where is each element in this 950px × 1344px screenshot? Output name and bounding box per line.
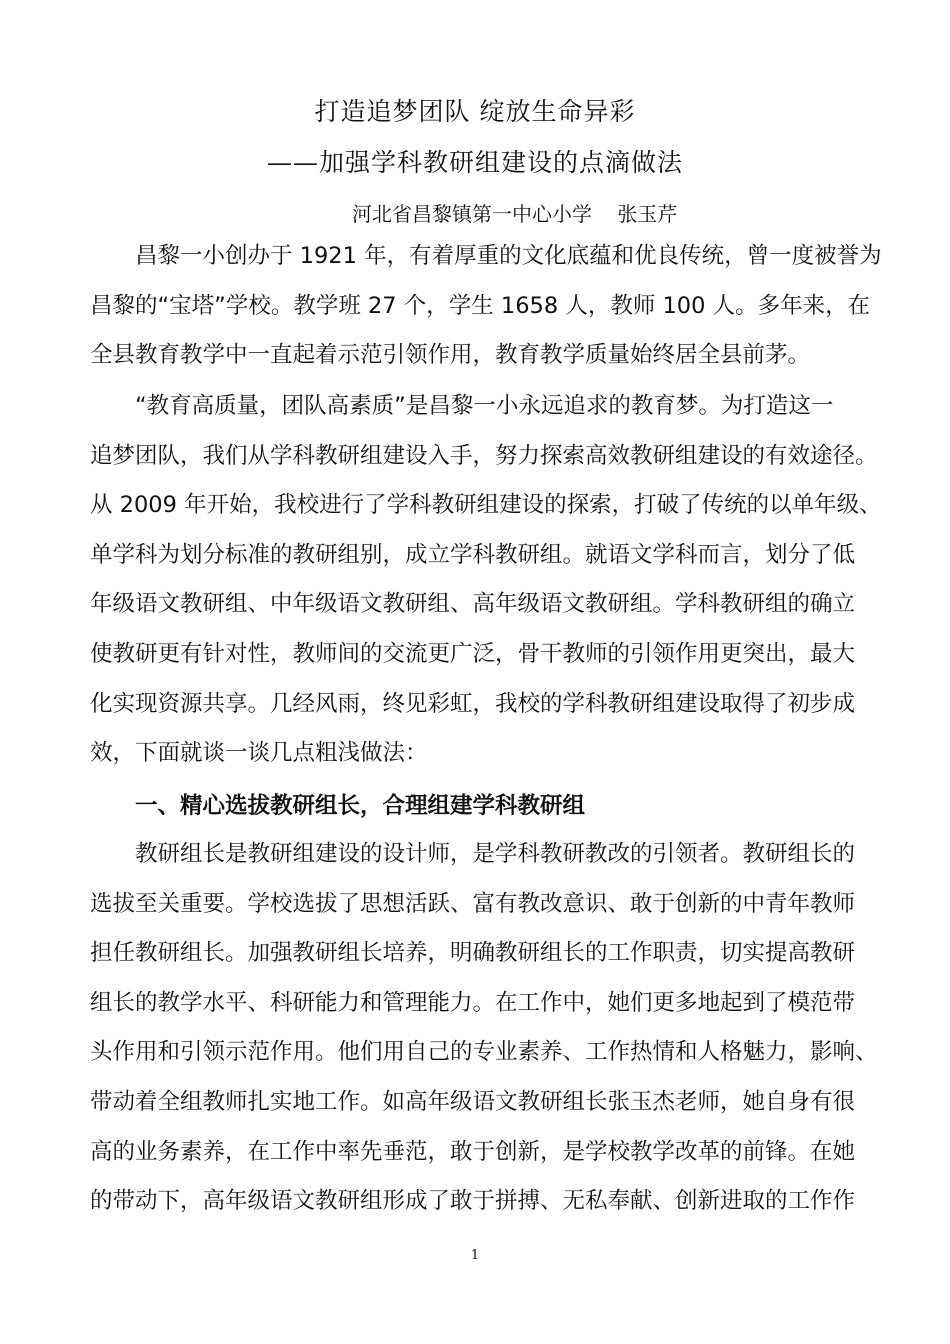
text-line: 选拔至关重要。学校选拔了思想活跃、富有教改意识、敢于创新的中青年教师 [90, 890, 856, 917]
paragraph-goal [90, 382, 882, 779]
text-line: 追梦团队，我们从学科教研组建设入手，努力探索高效教研组建设的有效途径。 [90, 442, 878, 469]
text-line: “教育高质量，团队高素质”是昌黎一小永远追求的教育梦。为打造这一 [90, 393, 834, 419]
text-line: 化实现资源共享。几经风雨，终见彩虹，我校的学科教研组建设取得了初步成 [90, 690, 856, 717]
text-line: 担任教研组长。加强教研组长培养，明确教研组长的工作职责，切实提高教研 [90, 940, 856, 967]
document-title: 打造追梦团队 绽放生命异彩 [314, 97, 636, 126]
page-number: 1 [470, 1248, 480, 1263]
text-line: 高的业务素养，在工作中率先垂范，敢于创新，是学校教学改革的前锋。在她 [90, 1138, 856, 1165]
section-heading: 一、精心选拔教研组长，合理组建学科教研组 [90, 793, 586, 819]
author-line: 河北省昌黎镇第一中心小学 张玉芹 [352, 202, 678, 226]
text-line: 带动着全组教师扎实地工作。如高年级语文教研组长张玉杰老师，她自身有很 [90, 1088, 856, 1115]
text-line: 效，下面就谈一谈几点粗浅做法： [90, 740, 428, 767]
text-line: 年级语文教研组、中年级语文教研组、高年级语文教研组。学科教研组的确立 [90, 591, 856, 618]
text-line: 教研组长是教研组建设的设计师，是学科教研教改的引领者。教研组长的 [90, 841, 856, 867]
paragraph-intro [90, 232, 882, 381]
text-line: 头作用和引领示范作用。他们用自己的专业素养、工作热情和人格魅力，影响、 [90, 1039, 878, 1066]
text-line: 使教研更有针对性，教师间的交流更广泛，骨干教师的引领作用更突出，最大 [90, 640, 856, 667]
document-subtitle: ——加强学科教研组建设的点滴做法 [266, 148, 683, 177]
text-line: 昌黎一小创办于 1921 年，有着厚重的文化底蕴和优良传统，曾一度被誉为 [90, 243, 882, 269]
text-line: 从 2009 年开始，我校进行了学科教研组建设的探索，打破了传统的以单年级、 [90, 492, 882, 519]
text-line: 全县教育教学中一直起着示范引领作用，教育教学质量始终居全县前茅。 [90, 342, 811, 369]
text-line: 单学科为划分标准的教研组别，成立学科教研组。就语文学科而言，划分了低 [90, 541, 856, 568]
text-line: 的带动下，高年级语文教研组形成了敢于拼搏、无私奉献、创新进取的工作作 [90, 1188, 856, 1215]
text-line: 组长的教学水平、科研能力和管理能力。在工作中，她们更多地起到了模范带 [90, 989, 856, 1016]
paragraph-section-one [90, 830, 878, 1227]
text-line: 昌黎的“宝塔”学校。教学班 27 个，学生 1658 人，教师 100 人。多年来，在 [90, 292, 871, 319]
